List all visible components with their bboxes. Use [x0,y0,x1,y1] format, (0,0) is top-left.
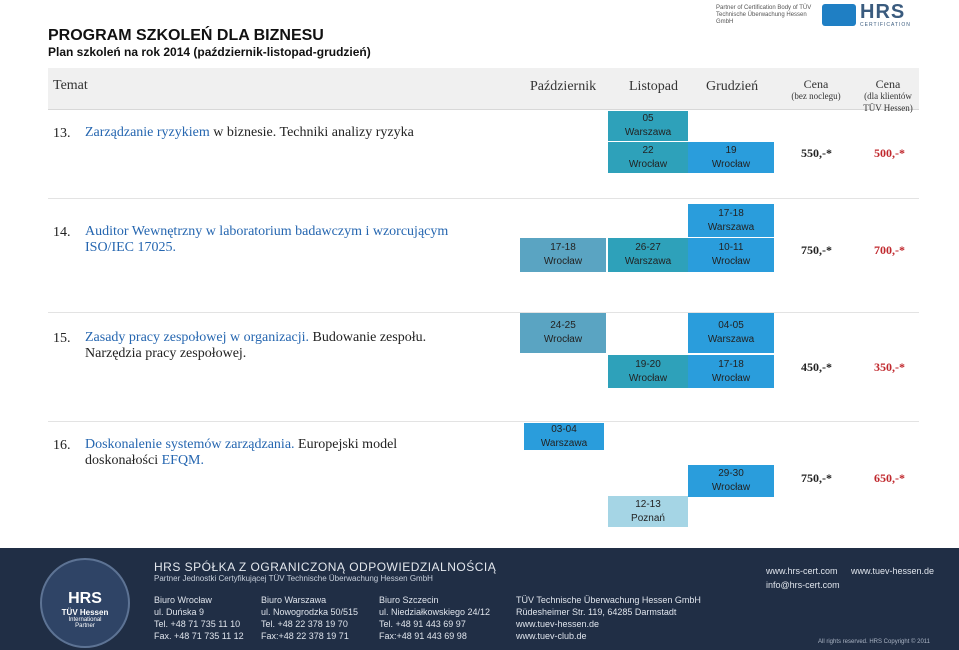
page-title: PROGRAM SZKOLEŃ DLA BIZNESU [48,27,324,44]
course-13-topic-blue: Zarządzanie ryzykiem [85,125,210,140]
session-date: 17-18 [718,207,744,219]
column-client-price-label: Cena [875,77,901,91]
footer-company-sub: Partner Jednostki Certyfikującej TÜV Technische Überwachung Hessen GmbH [154,574,433,583]
seal-line1: HRS [68,590,102,607]
course-15-client-price: 350,-* [874,360,905,374]
session-city: Warszawa [707,334,755,345]
session-date: 19 [725,144,737,156]
hrs-logo-text: HRS [860,1,906,23]
office-fax: Fax. +48 71 735 11 12 [154,631,244,641]
course-13-price: 550,-* [801,146,832,160]
hrs-logo [860,2,922,28]
course-16-session-dec [688,465,774,497]
course-14-session-nov [608,238,688,272]
course-16-price: 750,-* [801,471,832,485]
course-16-topic-rest: Europejski model [294,437,398,452]
footer [0,548,959,650]
course-15-topic-rest: Budowanie zespołu. [309,330,427,345]
column-december: Grudzień [706,79,759,94]
office-name: Biuro Wrocław [154,595,212,605]
session-date: 22 [642,144,654,156]
session-city: Wrocław [711,372,751,384]
session-date: 29-30 [718,468,744,479]
tuv-hessen-info [516,594,701,642]
course-14-price: 750,-* [801,243,832,257]
session-date: 26-27 [635,242,661,253]
session-date: 24-25 [550,320,576,331]
course-16-topic[interactable] [85,437,505,469]
tuv-logo-icon [822,4,856,26]
column-client-price [858,78,918,114]
course-16-topic-blue: Doskonalenie systemów zarządzania. [85,437,295,452]
session-city: Wrocław [711,482,751,493]
session-date: 05 [642,113,654,124]
seal-line2: TÜV Hessen [61,608,109,617]
hrs-tuv-seal-icon [40,558,130,648]
course-16-session-sep [524,423,604,450]
seal-line4: Partner [75,623,95,629]
course-16-topic-line2-blue: EFQM. [161,453,205,468]
session-date: 17-18 [718,358,744,370]
course-16-client-price: 650,-* [874,471,905,485]
course-16-topic-line2-dark: doskonałości [85,453,162,468]
office-address: ul. Nowogrodzka 50/515 [261,607,359,617]
course-15-session-dec-a [688,313,774,353]
session-date: 04-05 [718,320,744,331]
course-15-number: 15. [53,331,71,346]
column-price-note: (bez noclegu) [791,91,841,101]
session-date: 17-18 [550,242,576,253]
office-warszawa [261,594,358,642]
course-15-session-sep [520,313,606,353]
course-14-topic[interactable] [85,224,505,256]
column-client-price-note-2: TÜV Hessen) [863,103,913,113]
session-city: Poznań [631,512,665,524]
course-14-client-price: 700,-* [874,243,905,257]
course-15-topic[interactable] [85,330,505,362]
copyright: All rights reserved. HRS Copyright © 2011 [818,639,931,645]
session-city: Warszawa [624,127,672,138]
tuv-web-link[interactable]: www.tuev-hessen.de [516,619,600,629]
tuv-club-link[interactable]: www.tuev-club.de [516,631,587,641]
tuev-web-link[interactable]: www.tuev-hessen.de [851,566,935,576]
office-szczecin [379,594,490,642]
course-14-session-dec-a [688,204,774,237]
course-13-session-nov [608,142,688,173]
office-address: ul. Niedziałkowskiego 24/12 [379,607,491,617]
course-13-topic-rest: w biznesie. Techniki analizy ryzyka [209,125,414,140]
tuv-address: Rüdesheimer Str. 119, 64285 Darmstadt [516,607,677,617]
footer-company: HRS SPÓŁKA Z OGRANICZONĄ ODPOWIEDZIALNOŚCIĄ [154,560,497,574]
row-divider [48,421,919,422]
office-tel: Tel. +48 91 443 69 97 [379,619,466,629]
office-fax: Fax:+48 22 378 19 71 [261,631,349,641]
office-wroclaw [154,594,244,642]
hrs-web-link[interactable]: www.hrs-cert.com [766,566,838,576]
column-price [786,78,846,102]
session-date: 03-04 [551,423,577,435]
course-16-session-nov [608,496,688,527]
course-15-topic-blue: Zasady pracy zespołowej w organizacji. [85,330,310,345]
session-city: Wrocław [628,158,668,170]
session-date: 12-13 [635,498,661,510]
course-13-session-dec [688,142,774,173]
column-client-price-note-1: (dla klientów [864,91,912,101]
course-15-price: 450,-* [801,360,832,374]
course-13-session-oct [608,111,688,141]
course-14-topic-line1: Auditor Wewnętrzny w laboratorium badawczym i wzorcującym [85,224,449,239]
hrs-email-link[interactable]: info@hrs-cert.com [766,580,840,590]
office-address: ul. Duńska 9 [154,607,205,617]
tuv-name: TÜV Technische Überwachung Hessen GmbH [516,595,701,605]
course-13-number: 13. [53,126,71,141]
partner-text: Partner of Certification Body of TÜV Technische Überwachung Hessen GmbH [716,5,812,25]
session-city: Warszawa [707,221,755,233]
course-13-topic[interactable] [85,125,414,141]
session-date: 10-11 [718,242,744,253]
session-date: 19-20 [635,358,661,370]
course-14-topic-line2: ISO/IEC 17025. [85,240,176,255]
office-name: Biuro Warszawa [261,595,327,605]
session-city: Wrocław [543,256,583,267]
column-topic: Temat [53,78,88,93]
row-divider [48,198,919,199]
session-city: Warszawa [540,437,588,449]
hrs-logo-sub: CERTIFICATION [860,22,911,28]
course-14-session-dec-b [688,238,774,272]
course-14-number: 14. [53,225,71,240]
column-price-label: Cena [803,77,829,91]
row-divider [48,312,919,313]
seal-line3: International [68,617,102,623]
session-city: Wrocław [543,334,583,345]
course-16-number: 16. [53,438,71,453]
office-name: Biuro Szczecin [379,595,439,605]
course-15-topic-line2: Narzędzia pracy zespołowej. [85,346,247,361]
session-city: Wrocław [628,372,668,384]
course-13-client-price: 500,-* [874,146,905,160]
course-15-session-nov [608,355,688,388]
office-fax: Fax:+48 91 443 69 98 [379,631,467,641]
column-november: Listopad [629,79,678,94]
course-14-session-sep [520,238,606,272]
column-october: Październik [530,79,597,94]
session-city: Wrocław [711,158,751,170]
office-tel: Tel. +48 71 735 11 10 [154,619,241,629]
session-city: Wrocław [711,256,751,267]
office-tel: Tel. +48 22 378 19 70 [261,619,348,629]
session-city: Warszawa [624,256,672,267]
page-subtitle: Plan szkoleń na rok 2014 (październik-listopad-grudzień) [48,45,371,59]
course-15-session-dec-b [688,355,774,388]
